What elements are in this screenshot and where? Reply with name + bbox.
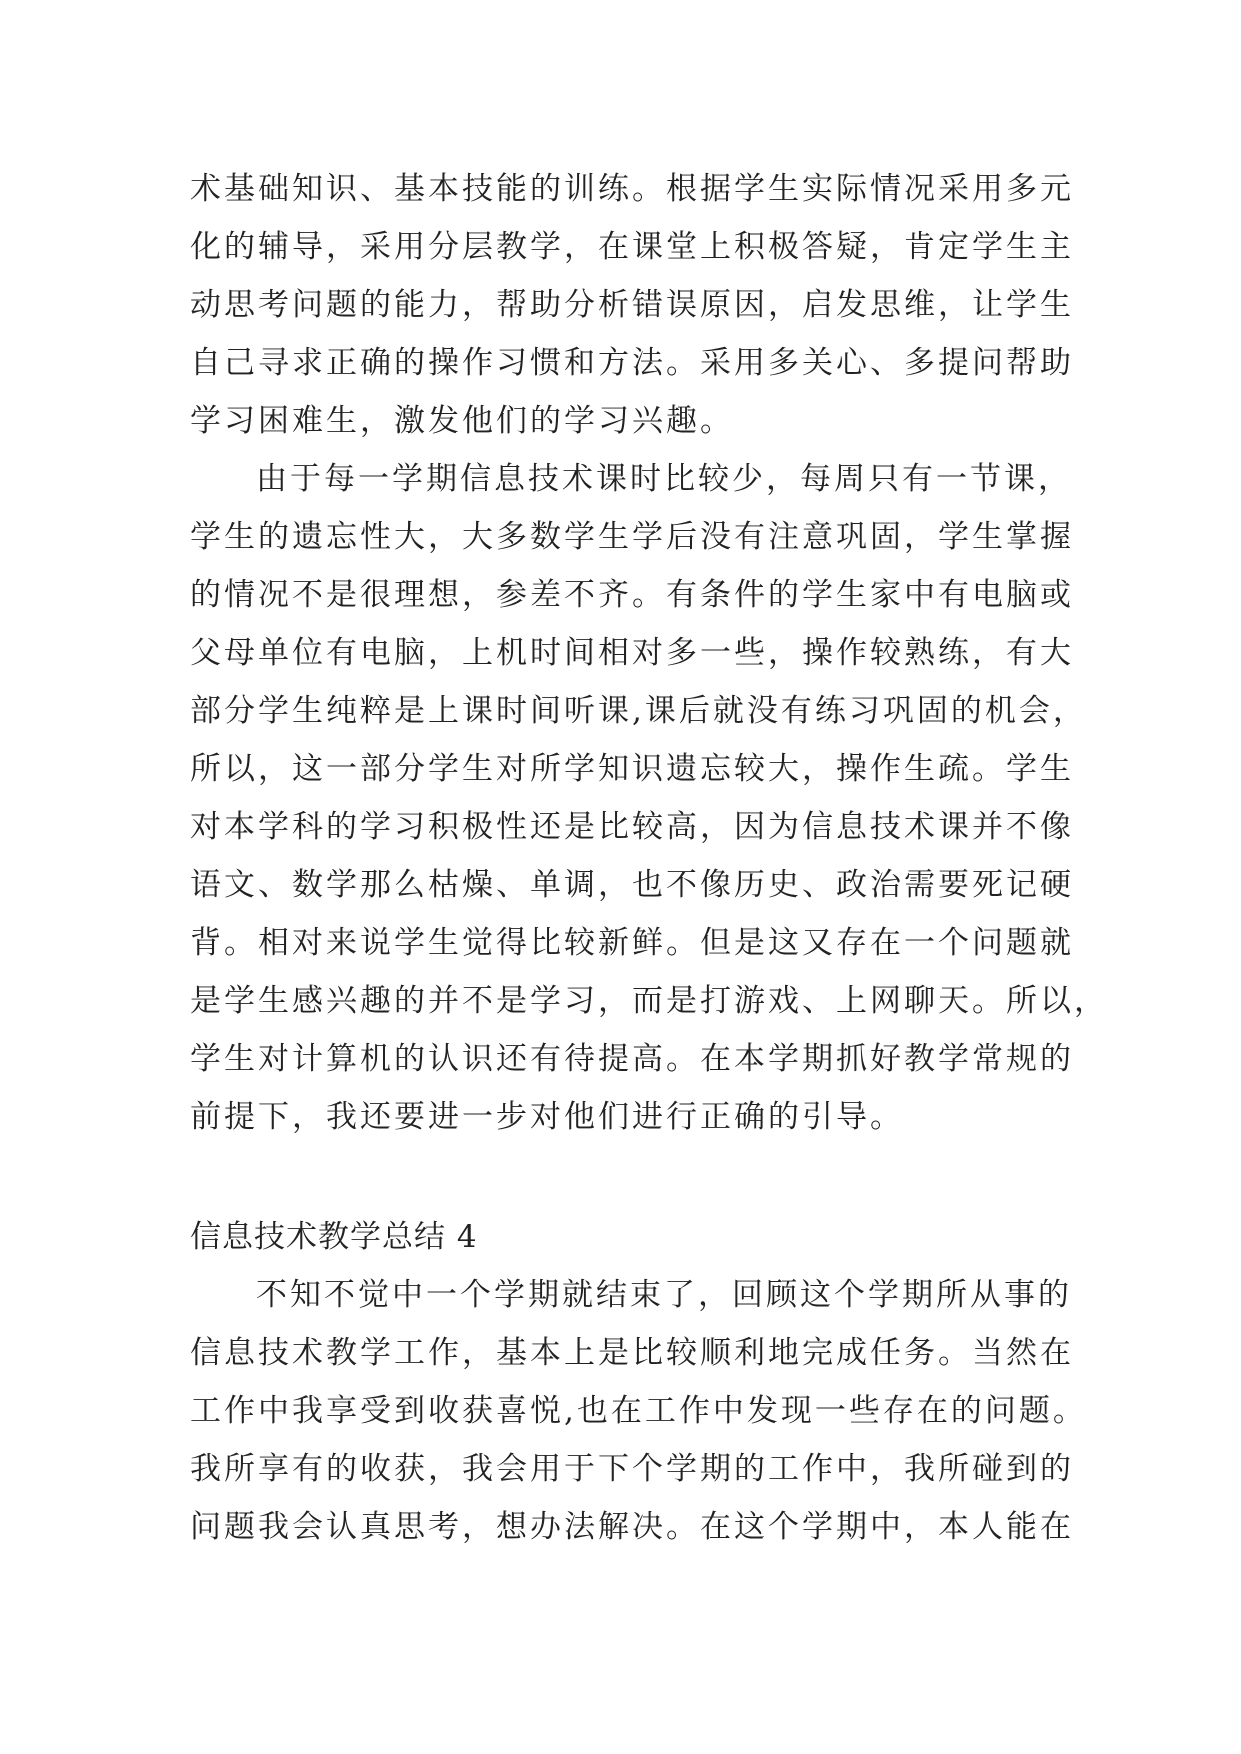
paragraph-1 xyxy=(190,160,1074,450)
paragraph-line: 所以，这一部分学生对所学知识遗忘较大，操作生疏。学生 xyxy=(190,751,1074,787)
paragraph-line: 学生的遗忘性大，大多数学生学后没有注意巩固，学生掌握 xyxy=(190,519,1074,555)
paragraph-line: 学生对计算机的认识还有待提高。在本学期抓好教学常规的 xyxy=(190,1041,1074,1077)
paragraph-line: 前提下，我还要进一步对他们进行正确的引导。 xyxy=(190,1099,904,1135)
paragraph-line: 部分学生纯粹是上课时间听课,课后就没有练习巩固的机会， xyxy=(190,693,1087,729)
paragraph-2 xyxy=(190,450,1108,1146)
paragraph-line: 信息技术教学工作，基本上是比较顺利地完成任务。当然在 xyxy=(190,1335,1074,1371)
paragraph-line: 由于每一学期信息技术课时比较少，每周只有一节课， xyxy=(256,461,1072,497)
paragraph-line: 是学生感兴趣的并不是学习，而是打游戏、上网聊天。所以， xyxy=(190,983,1108,1019)
document-body xyxy=(190,160,1108,1556)
paragraph-line: 父母单位有电脑，上机时间相对多一些，操作较熟练，有大 xyxy=(190,635,1074,671)
paragraph-3 xyxy=(190,1266,1087,1556)
paragraph-line: 语文、数学那么枯燥、单调，也不像历史、政治需要死记硬 xyxy=(190,867,1074,903)
paragraph-line: 不知不觉中一个学期就结束了，回顾这个学期所从事的 xyxy=(256,1277,1072,1313)
paragraph-line: 背。相对来说学生觉得比较新鲜。但是这又存在一个问题就 xyxy=(190,925,1074,961)
section-heading: 信息技术教学总结 4 xyxy=(190,1219,478,1255)
paragraph-line: 学习困难生，激发他们的学习兴趣。 xyxy=(190,403,734,439)
paragraph-line: 术基础知识、基本技能的训练。根据学生实际情况采用多元 xyxy=(190,171,1074,207)
paragraph-line: 对本学科的学习积极性还是比较高，因为信息技术课并不像 xyxy=(190,809,1074,845)
paragraph-line: 工作中我享受到收获喜悦,也在工作中发现一些存在的问题。 xyxy=(190,1393,1087,1429)
paragraph-line: 动思考问题的能力，帮助分析错误原因，启发思维，让学生 xyxy=(190,287,1074,323)
paragraph-line: 问题我会认真思考，想办法解决。在这个学期中，本人能在 xyxy=(190,1509,1074,1545)
paragraph-line: 的情况不是很理想，参差不齐。有条件的学生家中有电脑或 xyxy=(190,577,1074,613)
paragraph-line: 我所享有的收获，我会用于下个学期的工作中，我所碰到的 xyxy=(190,1451,1074,1487)
paragraph-line: 化的辅导，采用分层教学，在课堂上积极答疑，肯定学生主 xyxy=(190,229,1074,265)
paragraph-line: 自己寻求正确的操作习惯和方法。采用多关心、多提问帮助 xyxy=(190,345,1074,381)
